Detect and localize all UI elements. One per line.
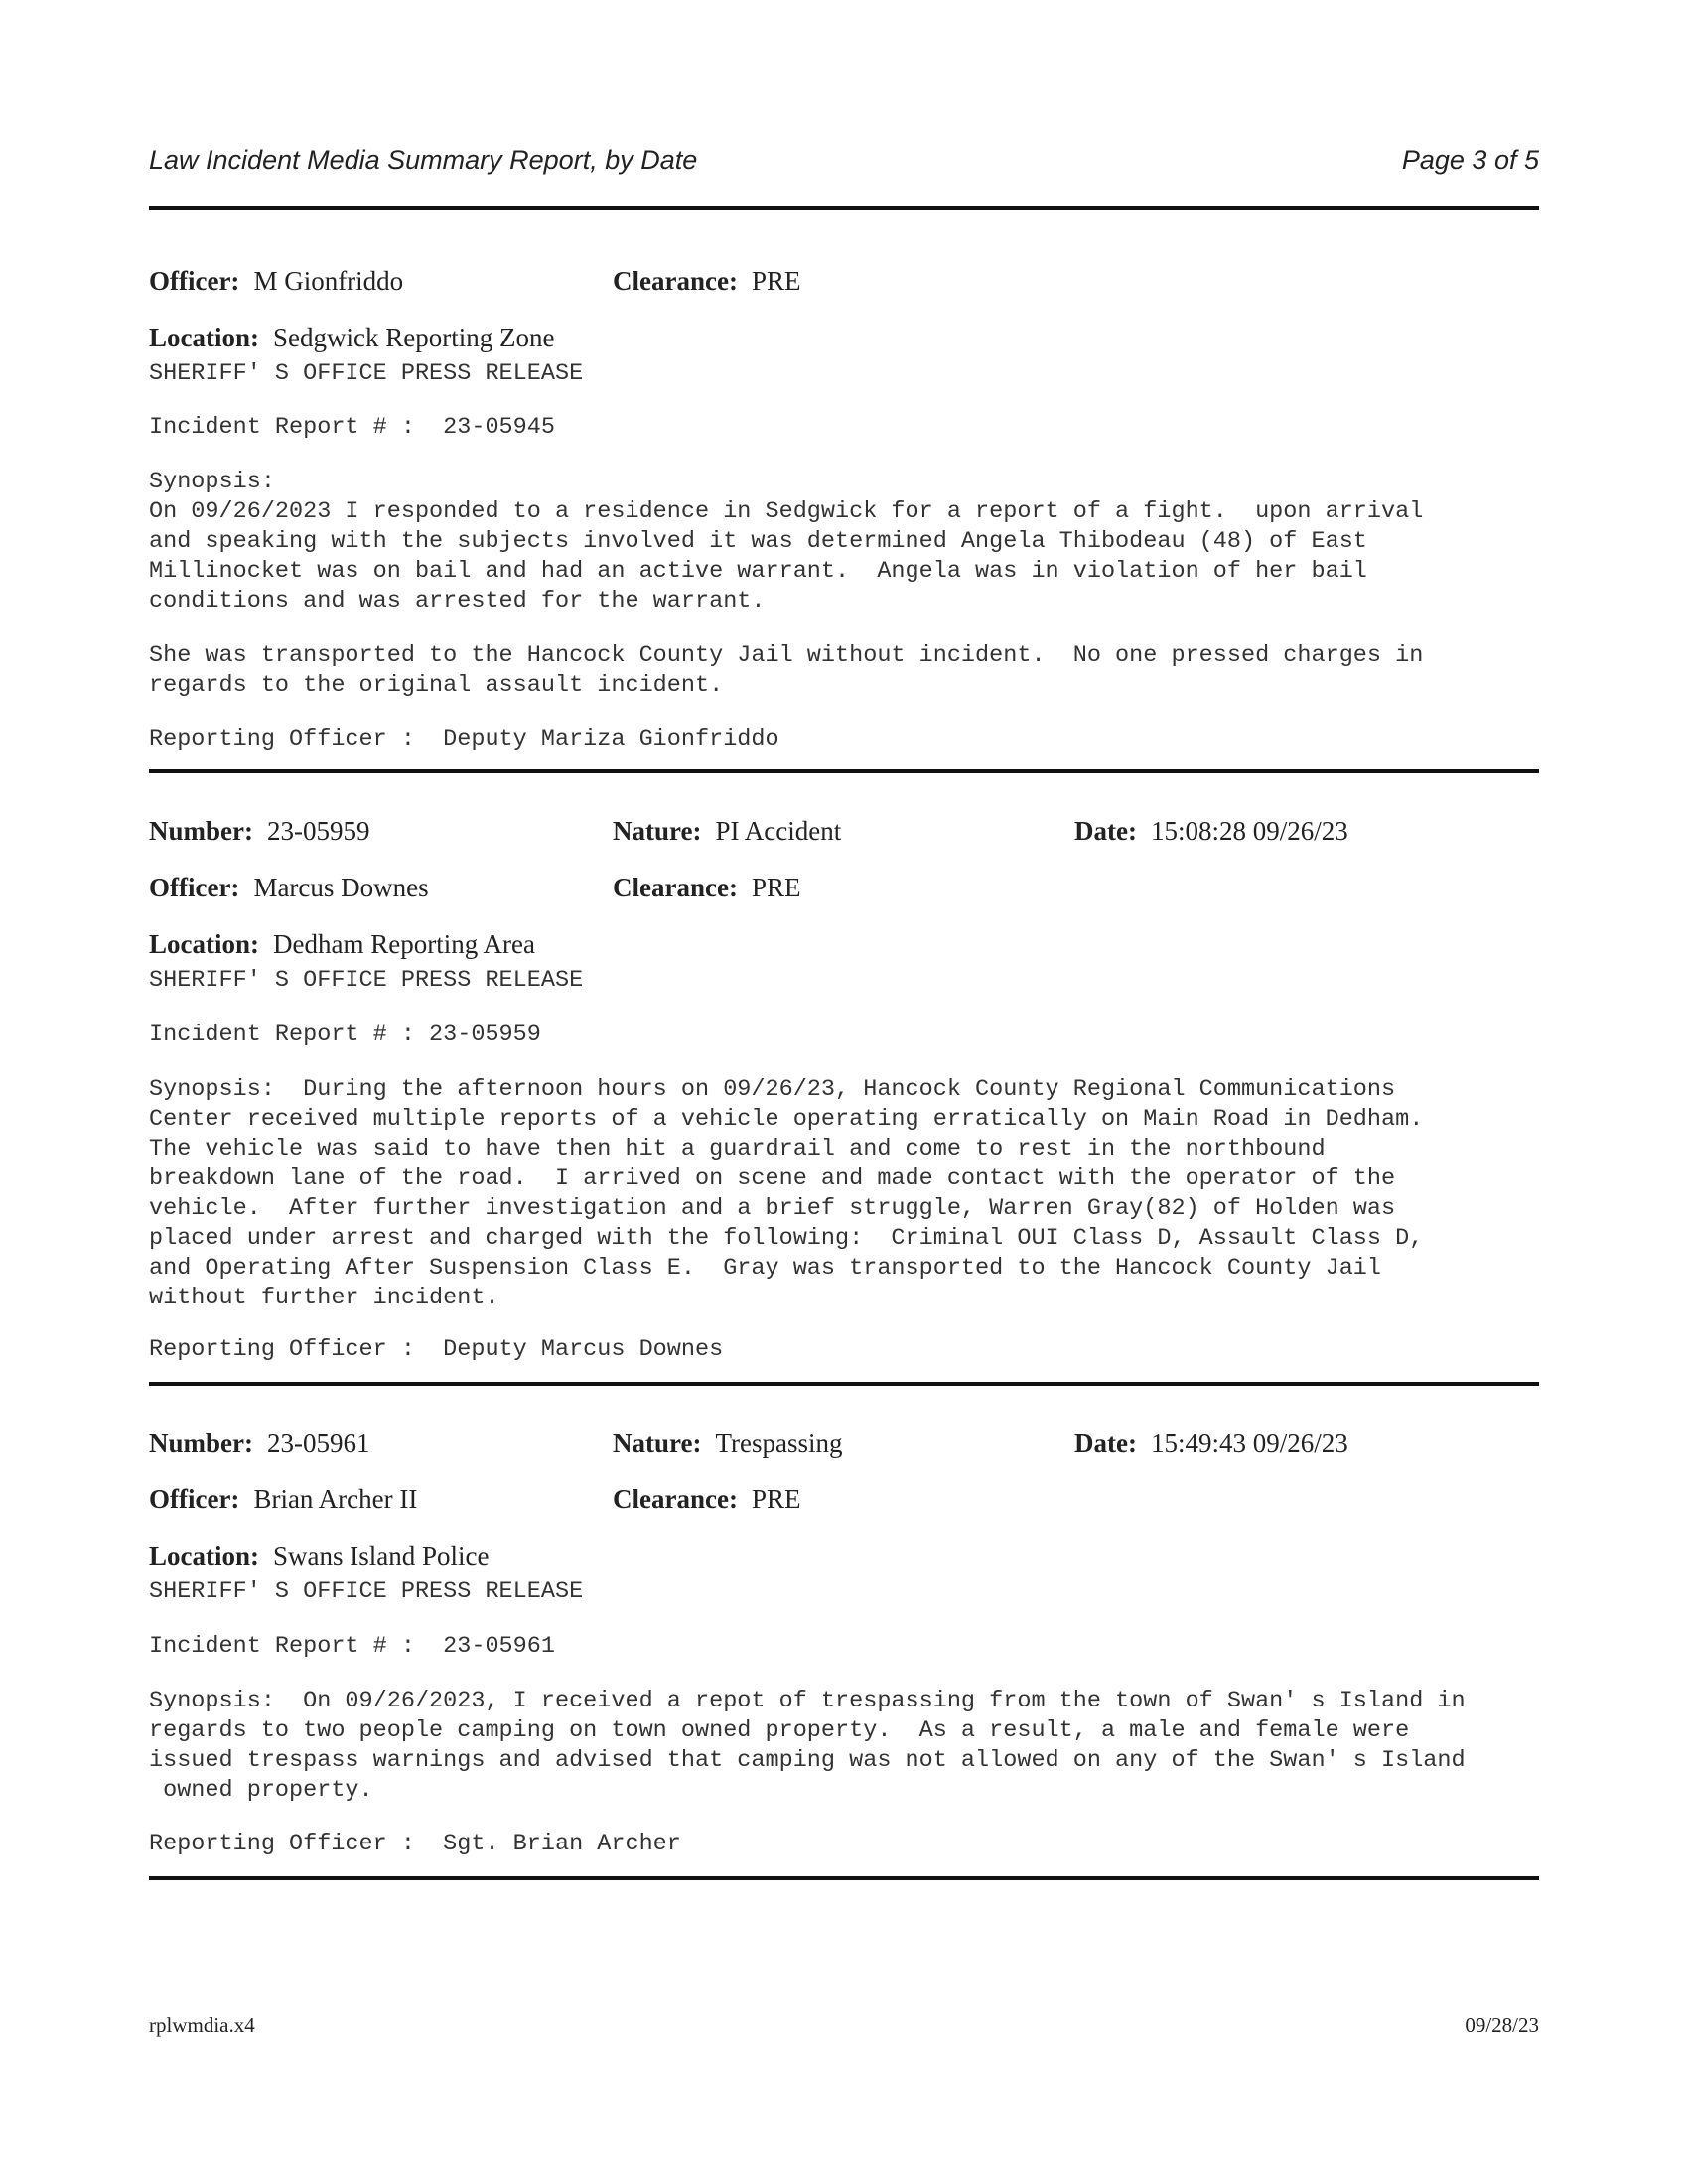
date-value: 15:49:43 09/26/23	[1150, 1429, 1348, 1458]
incident-report-number: Incident Report # : 23-05959	[149, 1022, 541, 1048]
press-release-line: SHERIFF' S OFFICE PRESS RELEASE	[149, 360, 584, 387]
reporting-officer: Reporting Officer : Deputy Mariza Gionfriddo	[149, 726, 779, 752]
page-indicator: Page 3 of 5	[1401, 145, 1539, 175]
location-field	[149, 929, 535, 960]
location-value: Dedham Reporting Area	[273, 929, 535, 959]
officer-label: Officer:	[149, 266, 240, 296]
officer-field	[149, 1484, 417, 1515]
location-value: Sedgwick Reporting Zone	[273, 323, 555, 352]
officer-label: Officer:	[149, 1484, 240, 1514]
nature-value: PI Accident	[715, 816, 842, 846]
reporting-officer: Reporting Officer : Deputy Marcus Downes	[149, 1336, 724, 1363]
officer-field	[149, 266, 403, 297]
clearance-value: PRE	[751, 266, 801, 296]
reporting-officer: Reporting Officer : Sgt. Brian Archer	[149, 1831, 681, 1857]
synopsis-continuation: She was transported to the Hancock County Jail without incident. No one pressed charges in regards to the original assault incident.	[149, 642, 1424, 699]
number-label: Number:	[149, 816, 253, 846]
incident-report-number: Incident Report # : 23-05945	[149, 414, 555, 441]
location-label: Location:	[149, 929, 259, 959]
clearance-label: Clearance:	[613, 873, 738, 902]
press-release-line: SHERIFF' S OFFICE PRESS RELEASE	[149, 1578, 584, 1605]
officer-field	[149, 873, 429, 903]
date-label: Date:	[1074, 816, 1137, 846]
header-rule	[149, 206, 1539, 210]
officer-value: Marcus Downes	[253, 873, 429, 902]
number-value: 23-05959	[266, 816, 370, 846]
synopsis-text: Synopsis: During the afternoon hours on 09/26/23, Hancock County Regional Communications Center received multiple reports of a vehicle operating erratically on Main Road in Dedham. The vehicle was said to have then hit a guardrail and come to rest in the northbound breakdown lane of the road. I arrived on scene and made contact with the operator of the vehicle. After further investigation and a brief struggle, Warren Gray(82) of Holden was placed under arrest and charged with the following: Criminal OUI Class D, Assault Class D, and Operating After Suspension Class E. Gray was transported to the Hancock County Jail without further incident.	[149, 1076, 1424, 1311]
synopsis-text: Synopsis: On 09/26/2023, I received a repot of trespassing from the town of Swan' s Island in regards to two people camping on town owned property. As a result, a male and female were issued trespass warnings and advised that camping was not allowed on any of the Swan' s Island owned property.	[149, 1688, 1466, 1804]
press-release-line: SHERIFF' S OFFICE PRESS RELEASE	[149, 967, 584, 994]
nature-field	[613, 1429, 843, 1459]
officer-value: Brian Archer II	[253, 1484, 418, 1514]
synopsis-text: Synopsis: On 09/26/2023 I responded to a residence in Sedgwick for a report of a fight. upon arrival and speaking with the subjects involved it was determined Angela Thibodeau (48) of East Millinocket was on bail and had an active warrant. Angela was in violation of her bail conditions and was arrested for the warrant.	[149, 469, 1424, 614]
footer-print-date: 09/28/23	[1465, 2013, 1539, 2037]
clearance-label: Clearance:	[613, 266, 738, 296]
number-label: Number:	[149, 1429, 253, 1458]
section-rule	[149, 769, 1539, 773]
clearance-value: PRE	[751, 1484, 801, 1514]
location-label: Location:	[149, 1541, 259, 1570]
date-value: 15:08:28 09/26/23	[1150, 816, 1348, 846]
nature-value: Trespassing	[715, 1429, 843, 1458]
date-label: Date:	[1074, 1429, 1137, 1458]
number-field	[149, 816, 369, 847]
number-field	[149, 1429, 369, 1459]
location-field	[149, 323, 554, 353]
incident-report-number: Incident Report # : 23-05961	[149, 1633, 555, 1660]
clearance-label: Clearance:	[613, 1484, 738, 1514]
location-field	[149, 1541, 489, 1571]
footer-filename: rplwmdia.x4	[149, 2013, 255, 2037]
report-title: Law Incident Media Summary Report, by Date	[149, 145, 698, 175]
clearance-field	[613, 266, 800, 297]
clearance-field	[613, 1484, 800, 1515]
nature-field	[613, 816, 841, 847]
date-field	[1074, 816, 1348, 847]
nature-label: Nature:	[613, 1429, 702, 1458]
location-value: Swans Island Police	[273, 1541, 490, 1570]
clearance-value: PRE	[751, 873, 801, 902]
officer-label: Officer:	[149, 873, 240, 902]
clearance-field	[613, 873, 800, 903]
location-label: Location:	[149, 323, 259, 352]
nature-label: Nature:	[613, 816, 702, 846]
section-rule	[149, 1876, 1539, 1880]
officer-value: M Gionfriddo	[253, 266, 404, 296]
number-value: 23-05961	[266, 1429, 370, 1458]
section-rule	[149, 1382, 1539, 1386]
date-field	[1074, 1429, 1348, 1459]
